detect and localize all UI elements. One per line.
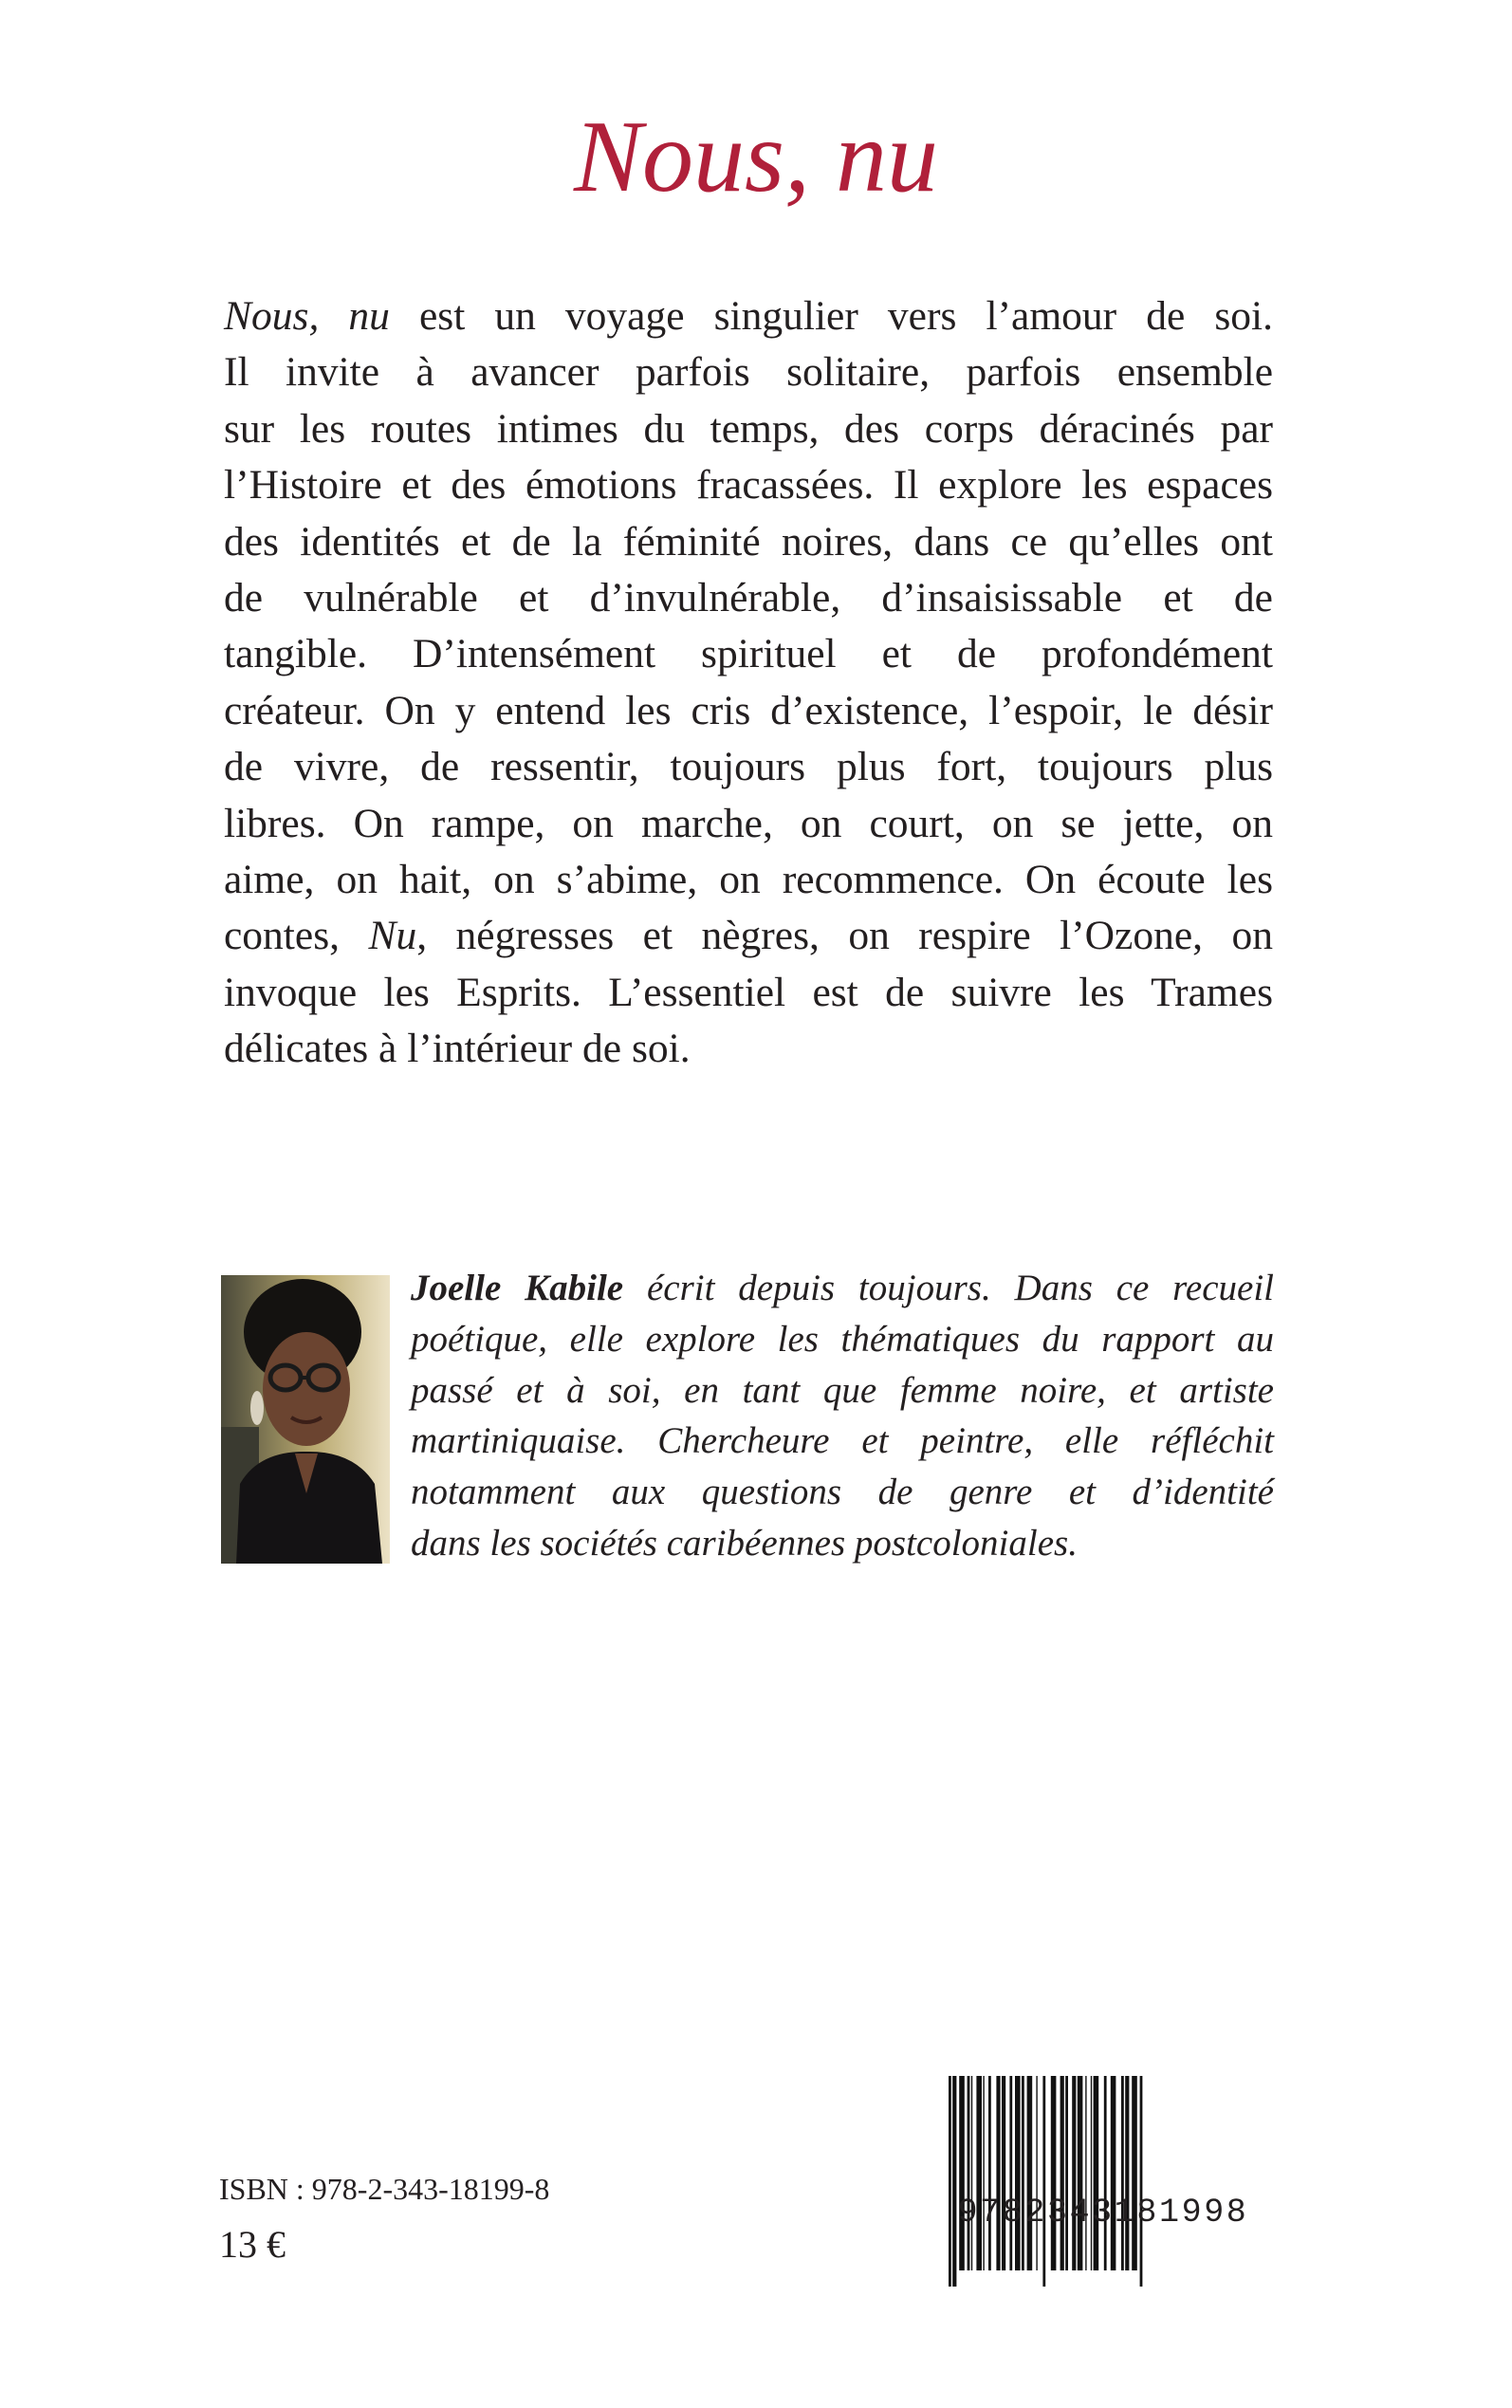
bio-line: poétique, elle explore les thématiques du rapport au xyxy=(411,1318,1274,1360)
bio-line: dans les sociétés caribéennes postcoloniales. xyxy=(411,1522,1078,1564)
barcode-bar xyxy=(1072,2076,1076,2270)
barcode-bar xyxy=(1121,2076,1124,2270)
barcode-bar xyxy=(988,2076,991,2270)
blurb-line: Nous, nu est un voyage singulier vers l’amour de soi. xyxy=(224,293,1273,339)
barcode-bar xyxy=(1132,2076,1137,2270)
bio-line: Joelle Kabile écrit depuis toujours. Dans ce recueil xyxy=(411,1268,1274,1308)
barcode-bar xyxy=(1042,2076,1045,2287)
barcode-bar xyxy=(1036,2076,1037,2270)
barcode-bar xyxy=(959,2076,965,2270)
barcode-bar xyxy=(1051,2076,1057,2270)
blurb-line: délicates à l’intérieur de soi. xyxy=(224,1026,691,1072)
barcode-bar xyxy=(1091,2076,1092,2270)
blurb-nu-italic: Nu xyxy=(368,913,417,959)
price: 13 € xyxy=(219,2223,286,2266)
barcode-bar xyxy=(1140,2076,1143,2287)
barcode-bar xyxy=(1002,2076,1005,2270)
barcode-bar xyxy=(1015,2076,1021,2270)
barcode-bar xyxy=(949,2076,951,2287)
blurb-line: libres. On rampe, on marche, on court, on se jette, on xyxy=(224,800,1273,846)
barcode-bar xyxy=(1022,2076,1024,2270)
barcode-bar xyxy=(968,2076,970,2270)
blurb-title-italic: Nous, nu xyxy=(224,293,390,339)
isbn: ISBN : 978-2-343-18199-8 xyxy=(219,2172,550,2206)
barcode-bar xyxy=(1065,2076,1068,2270)
barcode-bar xyxy=(1085,2076,1086,2270)
blurb-line: Il invite à avancer parfois solitaire, parfois ensemble xyxy=(224,349,1273,396)
blurb-line: sur les routes intimes du temps, des corps déracinés par xyxy=(224,405,1273,452)
blurb-line: invoque les Esprits. L’essentiel est de suivre les Trames xyxy=(224,969,1273,1015)
barcode-bar xyxy=(1094,2076,1099,2270)
blurb-line: de vivre, de ressentir, toujours plus fort, toujours plus xyxy=(224,744,1273,790)
barcode-bar xyxy=(1104,2076,1107,2270)
blurb-line: de vulnérable et d’invulnérable, d’insaisissable et de xyxy=(224,575,1273,621)
barcode-bar xyxy=(952,2076,956,2287)
barcode-bar xyxy=(1111,2076,1116,2270)
barcode-bar xyxy=(1125,2076,1129,2270)
bio-line: passé et à soi, en tant que femme noire, et artiste xyxy=(411,1369,1274,1411)
barcode-bar xyxy=(976,2076,982,2270)
blurb-line: des identités et de la féminité noires, dans ce qu’elles ont xyxy=(224,518,1273,565)
back-cover-blurb xyxy=(224,288,1273,1078)
barcode-bar xyxy=(983,2076,984,2270)
bio-line: notamment aux questions de genre et d’identité xyxy=(411,1472,1274,1513)
book-title: Nous, nu xyxy=(573,101,939,213)
blurb-line: contes, Nu, négresses et nègres, on respire l’Ozone, on xyxy=(224,913,1273,959)
barcode-digits: 9782343181998 xyxy=(957,2194,1249,2232)
blurb-line: tangible. D’intensément spirituel et de profondément xyxy=(224,631,1273,677)
barcode-bar xyxy=(1060,2076,1064,2270)
barcode-bar xyxy=(996,2076,1000,2270)
barcode-bar xyxy=(1009,2076,1012,2270)
barcode xyxy=(945,2076,1263,2287)
blurb-line: aime, on hait, on s’abime, on recommence. On écoute les xyxy=(224,857,1273,903)
blurb-line: l’Histoire et des émotions fracassées. Il explore les espaces xyxy=(224,462,1273,509)
barcode-bar xyxy=(971,2076,972,2270)
author-photo xyxy=(221,1275,390,1564)
barcode-bar xyxy=(1078,2076,1083,2270)
barcode-bar xyxy=(1027,2076,1033,2270)
author-name: Joelle Kabile xyxy=(411,1268,624,1308)
bio-line: martiniquaise. Chercheure et peintre, elle réfléchit xyxy=(411,1420,1274,1462)
blurb-line: créateur. On y entend les cris d’existence, l’espoir, le désir xyxy=(224,687,1273,733)
author-bio xyxy=(411,1263,1274,1569)
